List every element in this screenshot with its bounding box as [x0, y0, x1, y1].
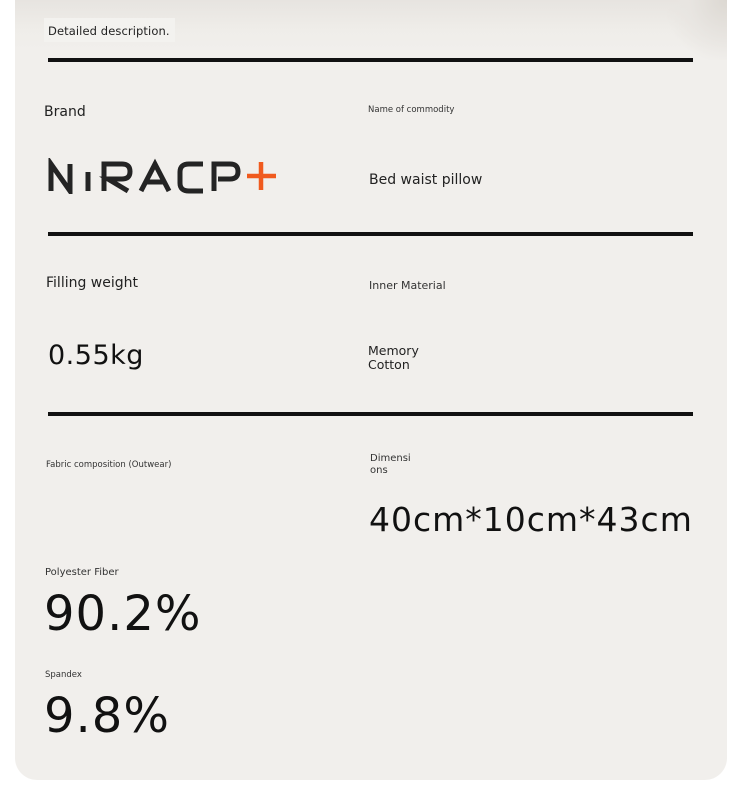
inner-material-value [368, 344, 419, 372]
divider [48, 412, 693, 416]
product-spec-card [15, 0, 727, 780]
filling-weight-value: 0.55kg [48, 340, 144, 371]
filling-weight-label: Filling weight [46, 275, 139, 291]
dimensions-label-line1: Dimensi [370, 453, 411, 464]
commodity-value: Bed waist pillow [369, 172, 483, 188]
brand-logo-mark [48, 158, 280, 194]
inner-material-value-line2: Cotton [368, 357, 410, 372]
commodity-label: Name of commodity [368, 105, 455, 115]
dimensions-label-line2: ons [370, 465, 388, 476]
inner-material-value-line1: Memory [368, 343, 419, 358]
brand-logo [48, 158, 280, 194]
fabric-composition-label: Fabric composition (Outwear) [46, 460, 172, 470]
fabric-item-name: Spandex [45, 670, 82, 680]
dimensions-value: 40cm*10cm*43cm [369, 500, 693, 539]
section-tag: Detailed description. [44, 18, 175, 42]
logo-plus-mark [247, 162, 276, 190]
dimensions-label [370, 453, 411, 477]
inner-material-label: Inner Material [369, 279, 446, 292]
divider [48, 232, 693, 236]
fabric-item-name: Polyester Fiber [45, 567, 119, 578]
top-corner-shadow [667, 0, 727, 60]
brand-label: Brand [44, 104, 86, 120]
fabric-item-value: 90.2% [44, 586, 202, 642]
fabric-item-value: 9.8% [44, 688, 170, 744]
divider [48, 58, 693, 62]
